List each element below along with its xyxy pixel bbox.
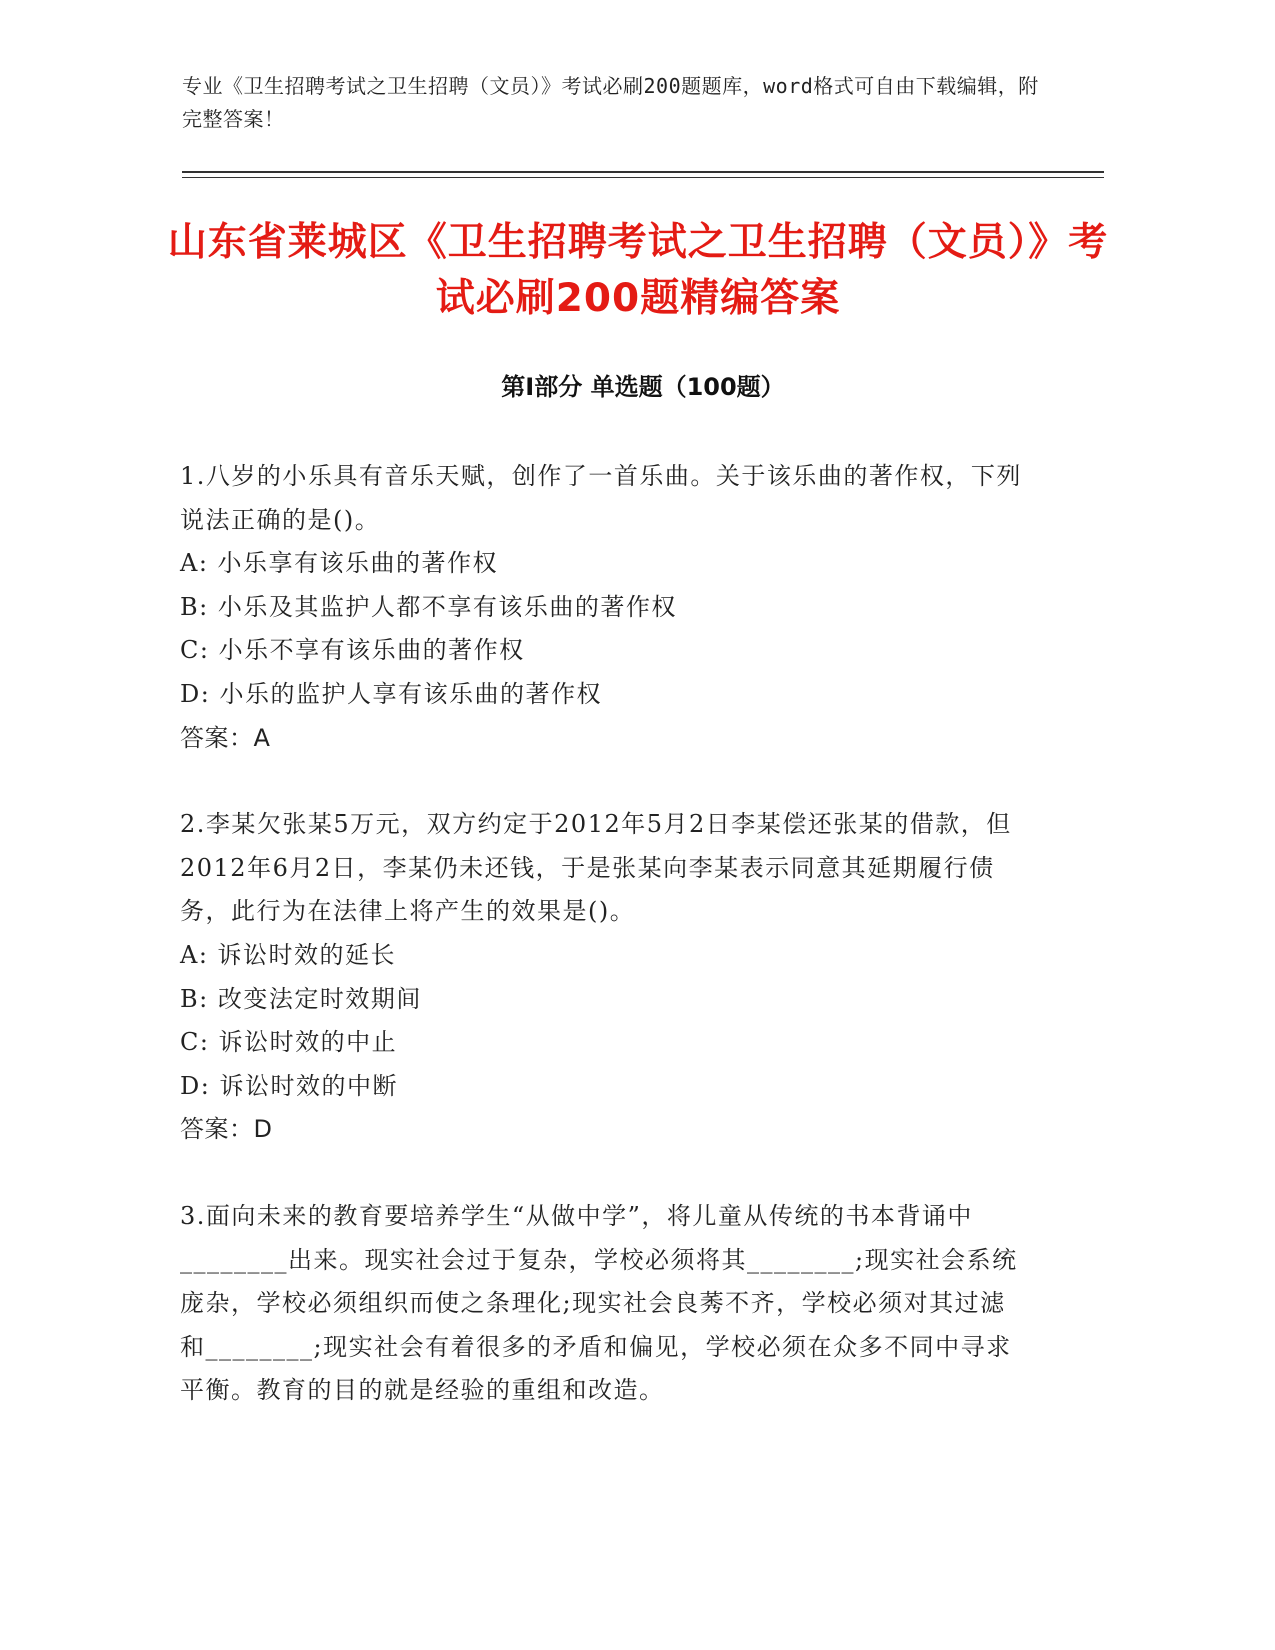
question-stem: 3.面向未来的教育要培养学生“从做中学”，将儿童从传统的书本背诵中________出来。现实社会过于复杂，学校必须将其________;现实社会系统庞杂，学校必须组织而使之条理化;现实社会良莠不齐，学校必须对其过滤和________;现实社会有着很多的矛盾和偏见，学校必须在众多不同中寻求平衡。教育的目的就是经验的重组和改造。	[180, 1201, 1018, 1405]
question-1	[180, 455, 1030, 760]
option-a: A: 诉讼时效的延长	[180, 940, 397, 969]
option-d: D: 小乐的监护人享有该乐曲的著作权	[180, 679, 602, 708]
header-divider-thick	[182, 171, 1104, 173]
option-d: D: 诉讼时效的中断	[180, 1071, 398, 1100]
option-c: C: 诉讼时效的中止	[180, 1028, 398, 1057]
option-b: B: 小乐及其监护人都不享有该乐曲的著作权	[180, 592, 677, 621]
option-a: A: 小乐享有该乐曲的著作权	[180, 549, 499, 578]
document-title: 山东省莱城区《卫生招聘考试之卫生招聘（文员）》考试必刷200题精编答案	[167, 220, 1109, 321]
header-note: 专业《卫生招聘考试之卫生招聘（文员）》考试必刷200题题库，word格式可自由下载编辑，附完整答案！	[182, 74, 1039, 131]
question-list	[180, 455, 1030, 1456]
question-3	[180, 1195, 1030, 1413]
question-stem: 2.李某欠张某5万元，双方约定于2012年5月2日李某偿还张某的借款，但2012年6月2日，李某仍未还钱，于是张某向李某表示同意其延期履行债务，此行为在法律上将产生的效果是()。	[180, 810, 1012, 926]
answer-label: 答案：D	[180, 1115, 273, 1144]
header-divider-thin	[182, 177, 1104, 178]
option-b: B: 改变法定时效期间	[180, 984, 422, 1013]
answer-label: 答案：A	[180, 723, 271, 752]
section-title: 第Ⅰ部分 单选题（100题）	[501, 373, 785, 401]
question-stem: 1.八岁的小乐具有音乐天赋，创作了一首乐曲。关于该乐曲的著作权，下列说法正确的是()。	[180, 462, 1022, 534]
question-2	[180, 803, 1030, 1152]
option-c: C: 小乐不享有该乐曲的著作权	[180, 636, 525, 665]
